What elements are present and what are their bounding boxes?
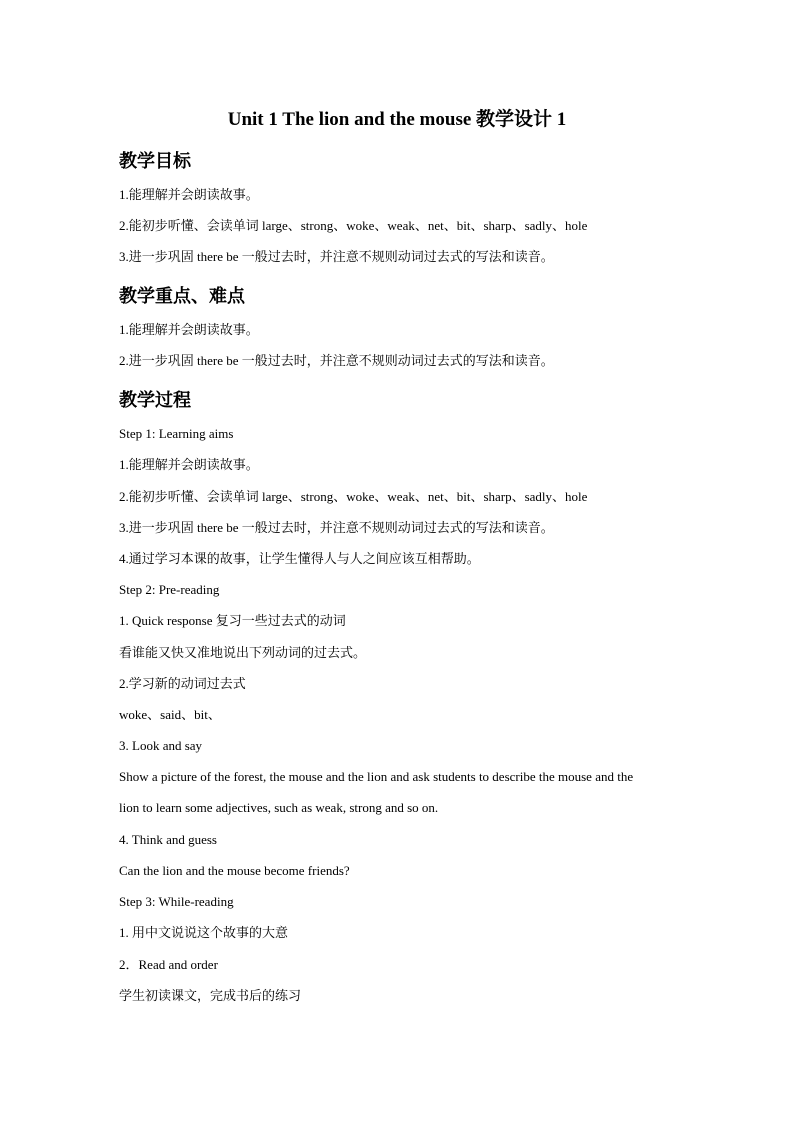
process-line: 1. 用中文说说这个故事的大意	[119, 925, 289, 940]
process-line: 3.进一步巩固 there be 一般过去时，并注意不规则动词过去式的写法和读音。	[119, 520, 554, 535]
process-line: woke、said、bit、	[119, 707, 221, 722]
process-line: 1. Quick response 复习一些过去式的动词	[119, 613, 346, 628]
section-heading-objectives: 教学目标	[119, 151, 191, 171]
key-point-item: 2.进一步巩固 there be 一般过去时，并注意不规则动词过去式的写法和读音。	[119, 353, 554, 368]
process-line: Show a picture of the forest, the mouse and the lion and ask students to describe the mouse and the	[119, 769, 634, 784]
section-heading-process: 教学过程	[119, 390, 191, 410]
process-line: 2.学习新的动词过去式	[119, 676, 246, 691]
process-line: 3. Look and say	[119, 738, 203, 753]
process-line: Step 2: Pre-reading	[119, 582, 220, 597]
process-line: 4. Think and guess	[119, 832, 217, 847]
objective-item: 1.能理解并会朗读故事。	[119, 187, 259, 202]
process-line: 1.能理解并会朗读故事。	[119, 457, 259, 472]
process-line: Step 3: While-reading	[119, 894, 234, 909]
process-line: lion to learn some adjectives, such as weak, strong and so on.	[119, 800, 439, 815]
process-line: Can the lion and the mouse become friends?	[119, 863, 350, 878]
process-line: 2.能初步听懂、会读单词 large、strong、woke、weak、net、bit、sharp、sadly、hole	[119, 489, 588, 504]
objective-item: 2.能初步听懂、会读单词 large、strong、woke、weak、net、bit、sharp、sadly、hole	[119, 218, 588, 233]
process-line: 学生初读课文，完成书后的练习	[119, 988, 302, 1003]
process-line: Step 1: Learning aims	[119, 426, 234, 441]
document-title: Unit 1 The lion and the mouse 教学设计 1	[227, 109, 567, 130]
key-point-item: 1.能理解并会朗读故事。	[119, 322, 259, 337]
objective-item: 3.进一步巩固 there be 一般过去时，并注意不规则动词过去式的写法和读音。	[119, 249, 554, 264]
process-line: 2．Read and order	[119, 957, 218, 972]
section-heading-key-points: 教学重点、难点	[119, 286, 245, 306]
process-line: 4.通过学习本课的故事，让学生懂得人与人之间应该互相帮助。	[119, 551, 480, 566]
process-line: 看谁能又快又准地说出下列动词的过去式。	[119, 645, 367, 660]
